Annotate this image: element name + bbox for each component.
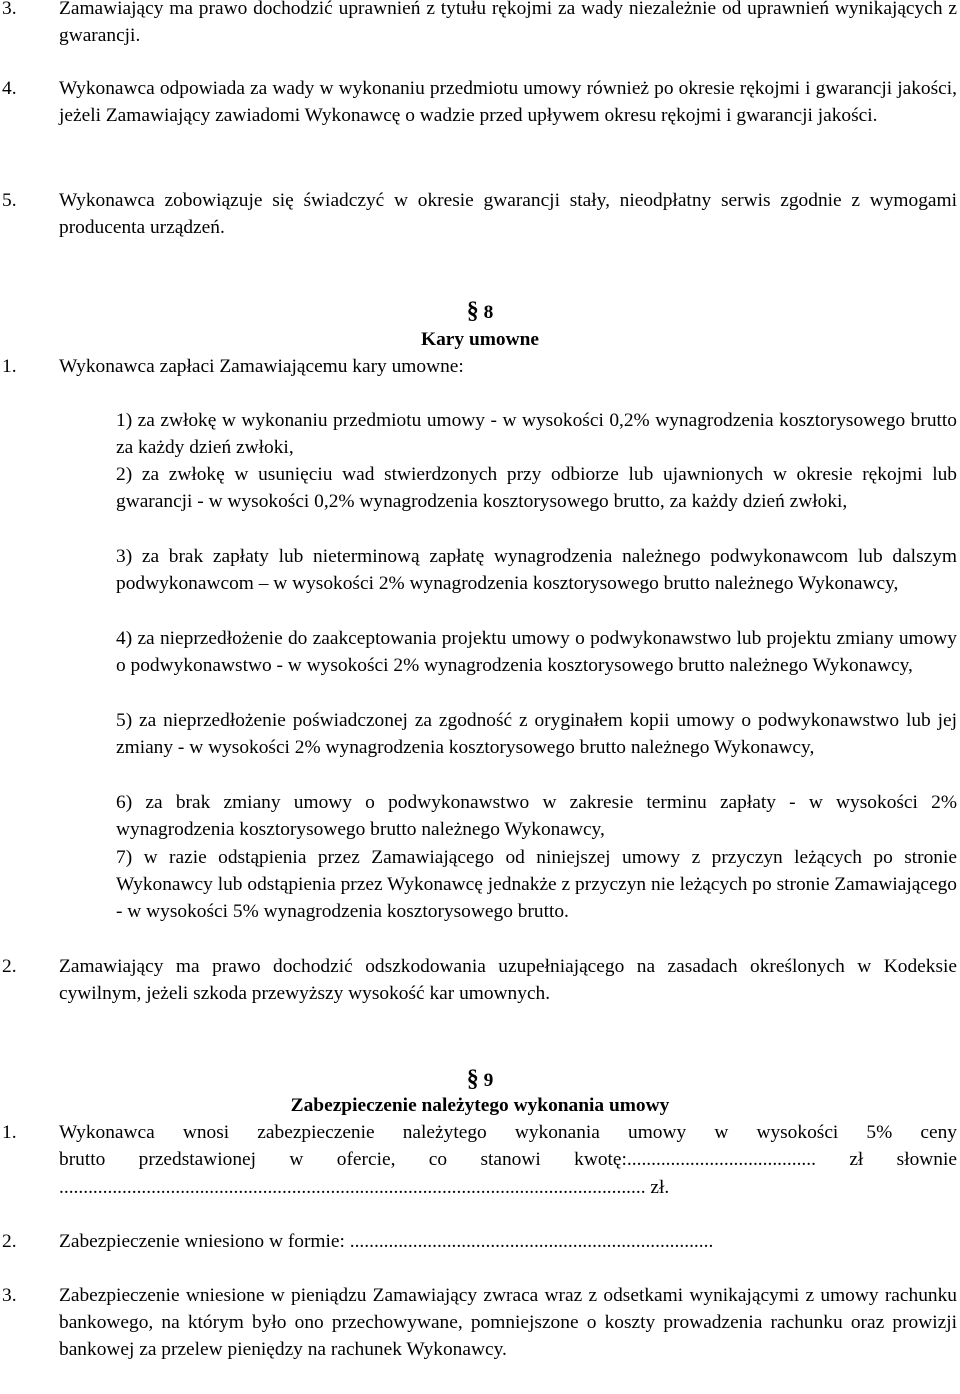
s8-item-1-number: 1. xyxy=(2,356,17,377)
s9-item-1-line-2: brutto przedstawionej w ofercie, co stanowi kwotę:....................................... zł słownie xyxy=(59,1149,957,1170)
item-3-text: Zamawiający ma prawo dochodzić uprawnień z tytułu rękojmi za wady niezależnie od uprawnień wynikających z gwarancji. xyxy=(59,0,957,46)
s8-subitem-4: 4) za nieprzedłożenie do zaakceptowania projektu umowy o podwykonawstwo lub projektu zmiany umowy o podwykonawstwo - w wysokości 2% wynagrodzenia kosztorysowego brutto należnego Wykonawcy, xyxy=(116,628,957,676)
section-symbol: § xyxy=(466,298,479,324)
s9-item-1-number: 1. xyxy=(2,1122,17,1143)
s8-subitem-7: 7) w razie odstąpienia przez Zamawiającego od niniejszej umowy z przyczyn leżących po stronie Wykonawcy lub odstąpienia przez Wykonawcę jednakże z przyczyn nie leżących po stronie Zamawiającego - w wysokości 5% wynagrodzenia kosztorysowego brutto. xyxy=(116,847,957,922)
s8-subitem-5: 5) za nieprzedłożenie poświadczonej za zgodność z oryginałem kopii umowy o podwykonawstwo lub jej zmiany - w wysokości 2% wynagrodzenia kosztorysowego brutto należnego Wykonawcy, xyxy=(116,710,957,758)
s8-subitem-3: 3) za brak zapłaty lub nieterminową zapłatę wynagrodzenia należnego podwykonawcom lub dalszym podwykonawcom – w wysokości 2% wynagrodzenia kosztorysowego brutto należnego Wykonawcy, xyxy=(116,546,957,594)
section-number: 8 xyxy=(483,302,494,323)
s9-item-2-number: 2. xyxy=(2,1231,17,1252)
s8-item-2-number: 2. xyxy=(2,956,17,977)
item-4-text: Wykonawca odpowiada za wady w wykonaniu przedmiotu umowy również po okresie rękojmi i gwarancji jakości, jeżeli Zamawiający zawiadomi Wykonawcę o wadzie przed upływem okresu rękojmi i gwarancji jakości. xyxy=(59,78,957,126)
section-8-title: Kary umowne xyxy=(421,329,539,350)
item-5-text: Wykonawca zobowiązuje się świadczyć w okresie gwarancji stały, nieodpłatny serwis zgodnie z wymogami producenta urządzeń. xyxy=(59,190,957,238)
s9-item-2-text: Zabezpieczenie wniesiono w formie: ........................................................................... xyxy=(59,1231,714,1252)
item-4-number: 4. xyxy=(2,78,17,99)
item-3-number: 3. xyxy=(2,0,17,19)
s9-item-1-line-1: Wykonawca wnosi zabezpieczenie należytego wykonania umowy w wysokości 5% ceny xyxy=(59,1122,957,1143)
section-8-number xyxy=(0,298,960,327)
item-5-number: 5. xyxy=(2,190,17,211)
s9-item-1-line-3: ......................................................................................................................... zł. xyxy=(59,1177,670,1198)
s8-item-2-text: Zamawiający ma prawo dochodzić odszkodowania uzupełniającego na zasadach określonych w Kodeksie cywilnym, jeżeli szkoda przewyższy wysokość kar umownych. xyxy=(59,956,957,1004)
s8-subitem-1: 1) za zwłokę w wykonaniu przedmiotu umowy - w wysokości 0,2% wynagrodzenia kosztorysowego brutto za każdy dzień zwłoki, xyxy=(116,410,957,458)
s9-item-3-text: Zabezpieczenie wniesione w pieniądzu Zamawiający zwraca wraz z odsetkami wynikającymi z umowy rachunku bankowego, na którym było ono przechowywane, pomniejszone o koszty prowadzenia rachunku oraz prowizji bankowej za przelew pieniędzy na rachunek Wykonawcy. xyxy=(59,1285,957,1360)
s9-item-3-number: 3. xyxy=(2,1285,17,1306)
s8-subitem-2: 2) za zwłokę w usunięciu wad stwierdzonych przy odbiorze lub ujawnionych w okresie rękojmi lub gwarancji - w wysokości 0,2% wynagrodzenia kosztorysowego brutto, za każdy dzień zwłoki, xyxy=(116,464,957,512)
section-number: 9 xyxy=(483,1070,494,1091)
s8-subitem-6: 6) za brak zmiany umowy o podwykonawstwo w zakresie terminu zapłaty - w wysokości 2% wynagrodzenia kosztorysowego brutto należnego Wykonawcy, xyxy=(116,792,957,840)
section-9-number xyxy=(0,1066,960,1095)
section-9-title: Zabezpieczenie należytego wykonania umowy xyxy=(290,1095,670,1116)
s8-item-1-text: Wykonawca zapłaci Zamawiającemu kary umowne: xyxy=(59,356,464,377)
section-symbol: § xyxy=(466,1066,479,1092)
